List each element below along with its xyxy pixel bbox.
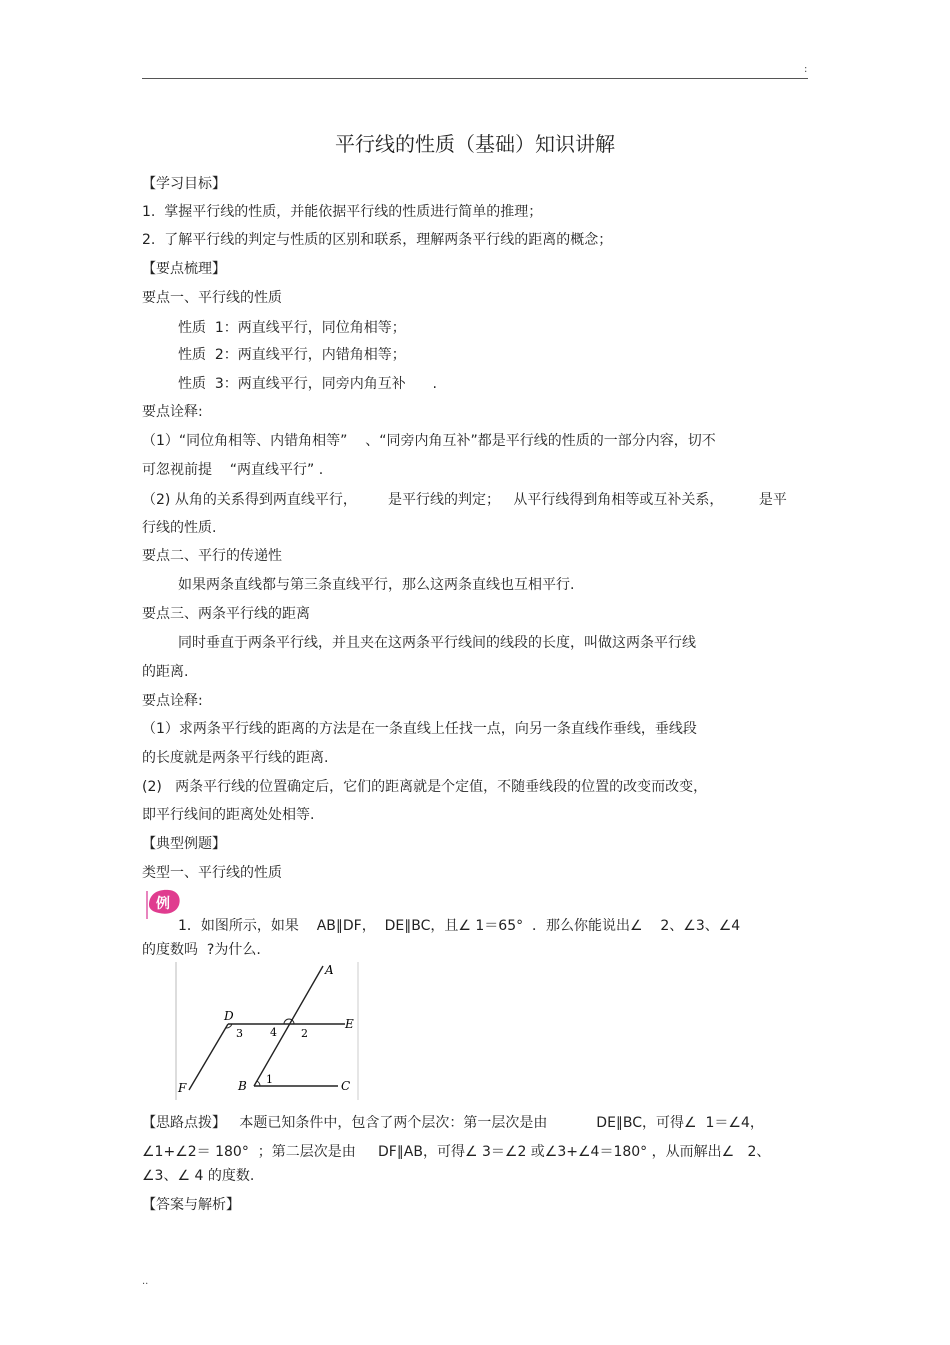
note-heading-2: 要点诠释:	[142, 693, 203, 709]
objective-1: 1. 掌握平行线的性质，并能依据平行线的性质进行简单的推理；	[142, 204, 543, 220]
label-A: A	[325, 963, 334, 977]
label-angle-3: 3	[236, 1027, 243, 1040]
distance-definition-line-1: 同时垂直于两条平行线，并且夹在这两条平行线间的线段的长度，叫做这两条平行线	[178, 635, 696, 651]
corner-mark: :	[804, 64, 808, 75]
hint-line-2: ∠1+∠2＝ 180° ；第二层次是由 DF∥AB，可得∠ 3＝∠2 或∠3+∠4＝180° ，从而解出∠ 2、	[142, 1144, 771, 1160]
objective-2: 2. 了解平行线的判定与性质的区别和联系，理解两条平行线的距离的概念；	[142, 232, 613, 248]
line-AB	[254, 966, 323, 1086]
header-rule	[142, 78, 808, 79]
distance-note-1-line-2: 的长度就是两条平行线的距离.	[142, 750, 329, 766]
type-1-heading: 类型一、平行线的性质	[142, 865, 282, 881]
footer-mark: ..	[142, 1276, 149, 1287]
keypoint-2-heading: 要点二、平行的传递性	[142, 548, 282, 564]
note-2-line-1: （2) 从角的关系得到两直线平行， 是平行线的判定； 从平行线得到角相等或互补关系， 是平	[142, 492, 787, 508]
transitivity-text: 如果两条直线都与第三条直线平行，那么这两条直线也互相平行.	[178, 577, 575, 593]
note-2-line-2: 行线的性质.	[142, 520, 217, 536]
example-badge-text: 例	[156, 896, 170, 912]
note-1-line-2: 可忽视前提 “两直线平行” .	[142, 462, 324, 478]
hint-line-3: ∠3、∠ 4 的度数.	[142, 1168, 255, 1184]
note-heading-1: 要点诠释:	[142, 404, 203, 420]
label-angle-2: 2	[301, 1027, 308, 1040]
property-1: 性质 1：两直线平行，同位角相等；	[178, 320, 406, 336]
section-heading-keypoints: 【要点梳理】	[142, 261, 226, 277]
distance-note-2-line-2: 即平行线间的距离处处相等.	[142, 807, 315, 823]
section-heading-examples: 【典型例题】	[142, 836, 226, 852]
line-DF	[189, 1024, 228, 1090]
section-heading-answer: 【答案与解析】	[142, 1197, 240, 1213]
keypoint-1-heading: 要点一、平行线的性质	[142, 290, 282, 306]
example-1-line-2: 的度数吗 ?为什么.	[142, 942, 261, 958]
section-heading-objectives: 【学习目标】	[142, 176, 226, 192]
distance-note-2-line-1: (2) 两条平行线的位置确定后，它们的距离就是个定值，不随垂线段的位置的改变而改变，	[142, 779, 708, 795]
page-title: 平行线的性质（基础）知识讲解	[335, 132, 615, 156]
hint-line-1: 【思路点拨】 本题已知条件中，包含了两个层次：第一层次是由 DE∥BC，可得∠ 1＝∠4，	[142, 1115, 764, 1131]
label-angle-4: 4	[270, 1026, 277, 1039]
label-E: E	[345, 1017, 354, 1031]
label-F: F	[178, 1081, 187, 1095]
property-2: 性质 2：两直线平行，内错角相等；	[178, 347, 406, 363]
distance-note-1-line-1: （1）求两条平行线的距离的方法是在一条直线上任找一点，向另一条直线作垂线，垂线段	[142, 721, 697, 737]
label-D: D	[224, 1009, 234, 1023]
distance-definition-line-2: 的距离.	[142, 664, 189, 680]
note-1-line-1: （1）“同位角相等、内错角相等” 、“同旁内角互补”都是平行线的性质的一部分内容，切不	[142, 433, 716, 449]
example-badge	[145, 887, 183, 919]
example-1-line-1: 1．如图所示，如果 AB∥DF， DE∥BC，且∠ 1＝65° ．那么你能说出∠ 2、∠3、∠4	[178, 918, 741, 934]
keypoint-3-heading: 要点三、两条平行线的距离	[142, 606, 310, 622]
angle-1-arc	[257, 1081, 260, 1086]
label-B: B	[238, 1079, 247, 1093]
label-angle-1: 1	[266, 1073, 273, 1086]
label-C: C	[341, 1079, 351, 1093]
geometry-figure	[175, 962, 359, 1100]
property-3: 性质 3：两直线平行，同旁内角互补 .	[178, 376, 437, 392]
